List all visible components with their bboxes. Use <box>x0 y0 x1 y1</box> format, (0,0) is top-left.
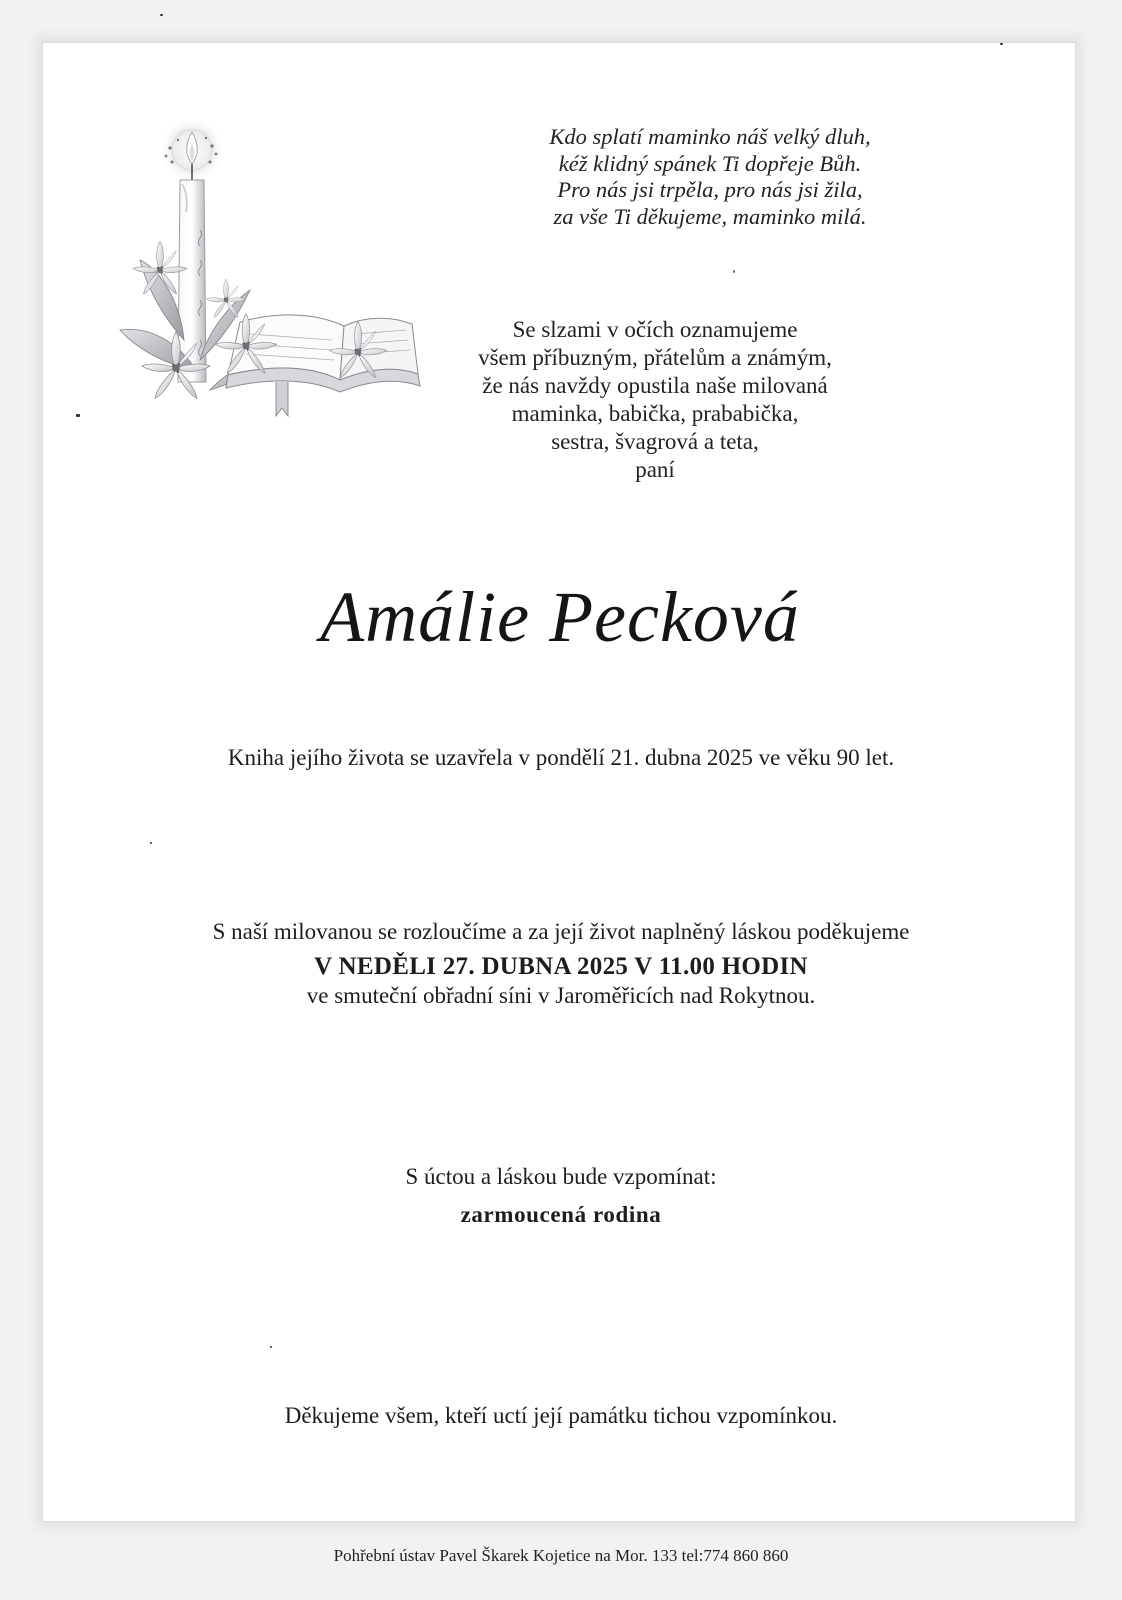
speck <box>150 842 152 844</box>
announcement-line: že nás navždy opustila naše milovaná <box>482 373 828 398</box>
candle-lilies-book-icon <box>100 120 430 440</box>
announcement <box>440 316 870 484</box>
speck <box>1000 43 1003 45</box>
poem-line: kéž klidný spánek Ti dopřeje Bůh. <box>558 150 862 176</box>
family-signature: zarmoucená rodina <box>460 1202 662 1227</box>
announcement-line: všem příbuzným, přátelům a známým, <box>478 345 832 370</box>
speck <box>270 1346 272 1348</box>
announcement-line: sestra, švagrová a teta, <box>551 429 759 454</box>
poem-line: Pro nás jsi trpěla, pro nás jsi žila, <box>557 177 863 202</box>
funeral-home-footer: Pohřební ústav Pavel Škarek Kojetice na Mor. 133 tel:774 860 860 <box>333 1546 789 1565</box>
thanks-line: Děkujeme všem, kteří uctí její památku tichou vzpomínkou. <box>284 1403 838 1428</box>
deceased-name: Amálie Pecková <box>320 577 800 657</box>
poem-line: za vše Ti děkujeme, maminko milá. <box>553 203 867 229</box>
speck <box>160 14 163 16</box>
remembrance-intro: S úctou a láskou bude vzpomínat: <box>405 1164 717 1189</box>
poem <box>460 124 960 230</box>
speck <box>76 414 80 417</box>
announcement-line: paní <box>635 457 675 482</box>
speck <box>733 270 735 273</box>
farewell-section <box>100 918 1022 1010</box>
farewell-intro: S naší milovanou se rozloučíme a za její život naplněný láskou poděkujeme <box>212 919 910 944</box>
ceremony-date-time: V NEDĚLI 27. DUBNA 2025 V 11.00 HODIN <box>314 953 808 980</box>
announcement-line: Se slzami v očích oznamujeme <box>512 317 798 342</box>
life-statement: Kniha jejího života se uzavřela v pondělí 21. dubna 2025 ve věku 90 let. <box>227 745 895 770</box>
ceremony-place: ve smuteční obřadní síni v Jaroměřicích nad Rokytnou. <box>306 983 816 1008</box>
poem-line: Kdo splatí maminko náš velký dluh, <box>549 124 871 149</box>
remembrance-section <box>100 1163 1022 1229</box>
announcement-line: maminka, babička, prababička, <box>511 401 799 426</box>
